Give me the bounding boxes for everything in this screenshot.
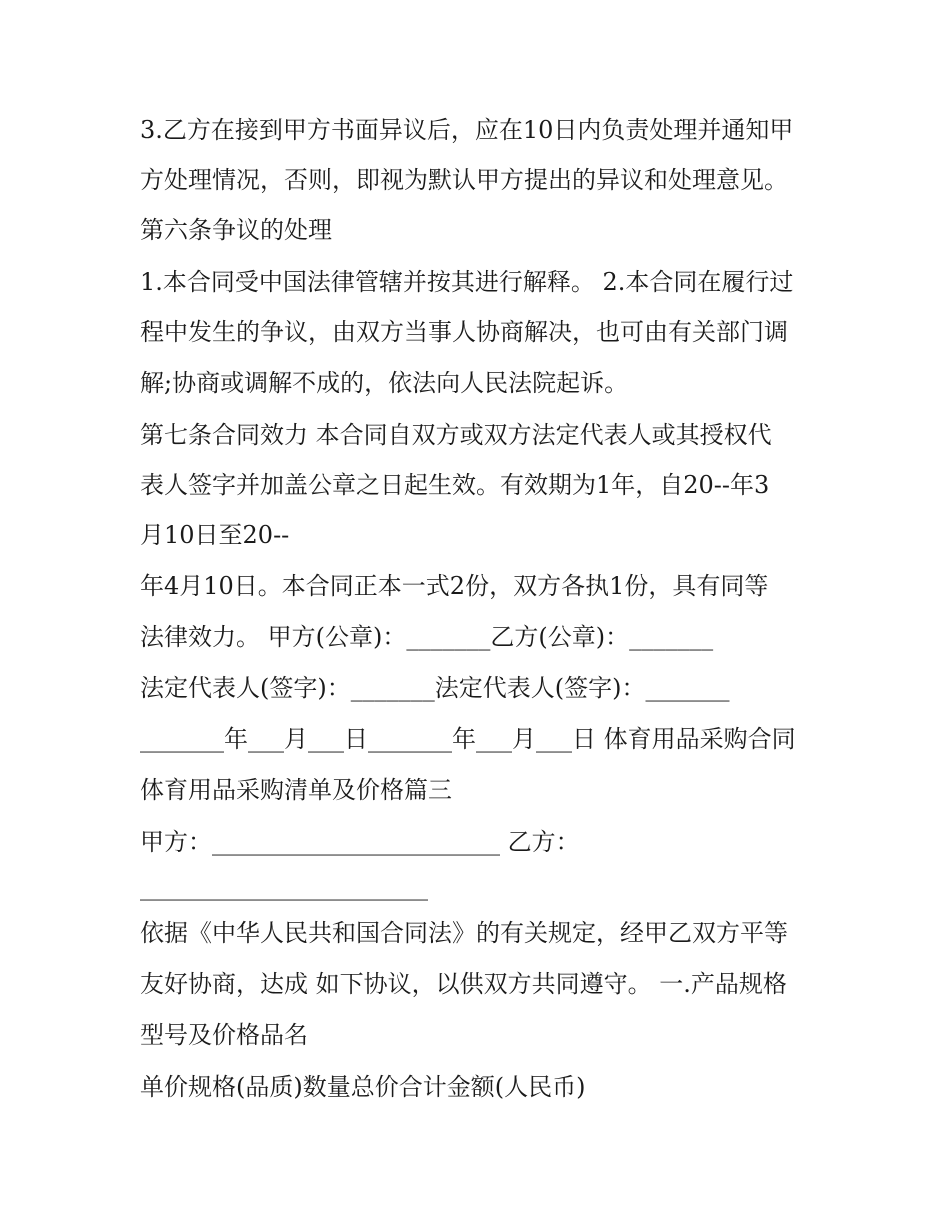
text-line-7: 第七条合同效力 本合同自双方或双方法定代表人或其授权代: [140, 421, 772, 449]
table-header-line: 单价规格(品质)数量总价合计金额(人民币): [140, 1073, 586, 1101]
text-line-5: 程中发生的争议，由双方当事人协商解决，也可由有关部门调: [140, 318, 788, 346]
text-line-4: 1.本合同受中国法律管辖并按其进行解释。 2.本合同在履行过: [140, 268, 794, 296]
text-line-1: 3.乙方在接到甲方书面异议后，应在10日内负责处理并通知甲: [140, 116, 794, 144]
section-heading-6: 第六条争议的处理: [140, 216, 332, 244]
text-line-2: 方处理情况，否则，即视为默认甲方提出的异议和处理意见。: [140, 166, 788, 194]
text-line-19: 型号及价格品名: [140, 1021, 308, 1049]
party-line: 甲方：________________________ 乙方：: [140, 828, 580, 856]
section-heading-part3: 体育用品采购清单及价格篇三: [140, 776, 452, 804]
signature-line-representative: 法定代表人(签字)：_______法定代表人(签字)：_______: [140, 674, 730, 702]
text-line-6: 解;协商或调解不成的，依法向人民法院起诉。: [140, 369, 629, 397]
signature-line-date: _______年___月___日_______年___月___日 体育用品采购合同: [140, 725, 796, 753]
signature-line-seal: 法律效力。 甲方(公章)：_______乙方(公章)：_______: [140, 623, 714, 651]
party-blank-line: ________________________: [140, 873, 428, 901]
text-line-17: 依据《中华人民共和国合同法》的有关规定，经甲乙双方平等: [140, 919, 788, 947]
text-line-9: 月10日至20--: [140, 521, 290, 549]
text-line-18: 友好协商，达成 如下协议，以供双方共同遵守。 一.产品规格: [140, 970, 787, 998]
text-line-8: 表人签字并加盖公章之日起生效。有效期为1年，自20--年3: [140, 471, 770, 499]
text-line-10: 年4月10日。本合同正本一式2份，双方各执1份，具有同等: [140, 572, 769, 600]
